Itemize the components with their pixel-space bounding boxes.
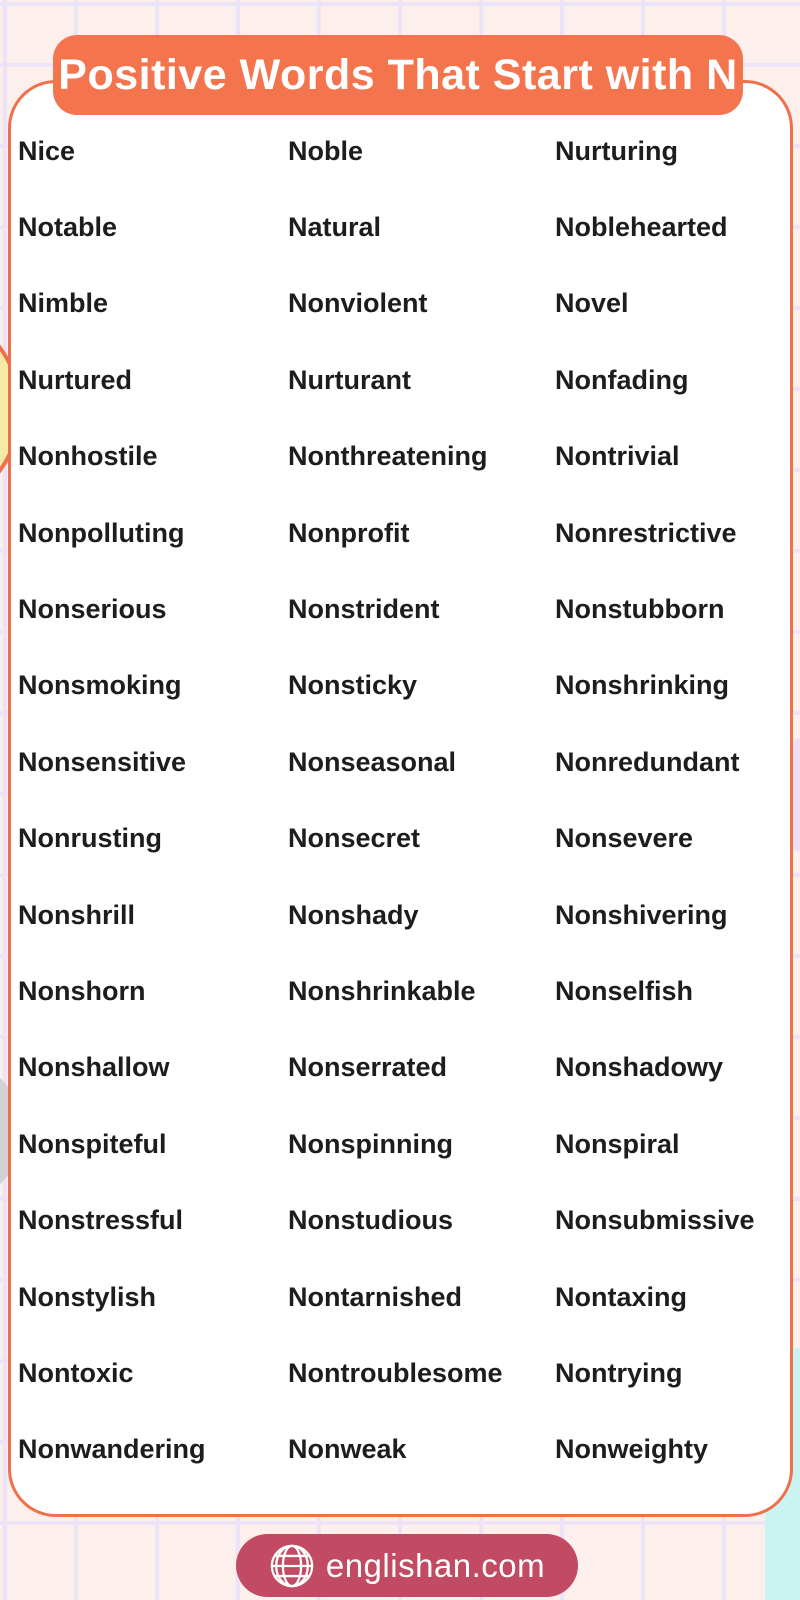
word-item: Nonprofit (288, 517, 410, 548)
word-item: Nonweak (288, 1434, 407, 1465)
word-list-card (8, 80, 793, 1517)
word-item: Nonseasonal (288, 746, 457, 777)
word-item: Nimble (18, 288, 109, 319)
word-item: Novel (555, 288, 629, 319)
word-item: Nonserrated (288, 1052, 448, 1083)
title-banner (53, 35, 743, 115)
word-item: Nonstubborn (555, 594, 725, 625)
word-item: Nontrying (555, 1357, 683, 1388)
word-item: Nonfading (555, 364, 689, 395)
word-item: Nonshrill (18, 899, 136, 930)
globe-icon (269, 1543, 315, 1589)
word-item: Nonpolluting (18, 517, 185, 548)
word-item: Nurturing (555, 135, 678, 166)
word-item: Noblehearted (555, 212, 728, 243)
word-item: Nonviolent (288, 288, 428, 319)
footer-site-label: englishan.com (325, 1546, 546, 1584)
word-item: Nontoxic (18, 1357, 134, 1388)
word-item: Nonredundant (555, 746, 740, 777)
word-item: Nonshrinking (555, 670, 729, 701)
word-item: Nonsevere (555, 823, 694, 854)
word-item: Nonsensitive (18, 746, 187, 777)
word-item: Nonshivering (555, 899, 728, 930)
page-title: Positive Words That Start with N (58, 50, 738, 99)
word-item: Nonstylish (18, 1281, 157, 1312)
word-item: Nonshady (288, 899, 419, 930)
word-item: Nontroublesome (288, 1357, 503, 1388)
word-item: Nurtured (18, 364, 132, 395)
word-item: Nonstressful (18, 1205, 184, 1236)
word-item: Nonshallow (18, 1052, 170, 1083)
word-item: Noble (288, 135, 364, 166)
word-grid (11, 113, 790, 1488)
word-item: Nonspiteful (18, 1128, 167, 1159)
word-item: Nonspinning (288, 1128, 453, 1159)
word-item: Nonsecret (288, 823, 421, 854)
word-item: Nonwandering (18, 1434, 206, 1465)
word-item: Nonshrinkable (288, 975, 476, 1006)
word-item: Nonsmoking (18, 670, 182, 701)
word-item: Nontarnished (288, 1281, 463, 1312)
footer-badge (236, 1534, 578, 1597)
word-item: Nurturant (288, 364, 411, 395)
word-item: Natural (288, 212, 382, 243)
word-item: Nonselfish (555, 975, 694, 1006)
word-item: Nonweighty (555, 1434, 708, 1465)
word-item: Nonrusting (18, 823, 162, 854)
word-item: Nonsticky (288, 670, 418, 701)
word-item: Nonserious (18, 594, 167, 625)
word-item: Nonshadowy (555, 1052, 724, 1083)
word-item: Notable (18, 212, 118, 243)
word-item: Nonstudious (288, 1205, 453, 1236)
word-item: Nonthreatening (288, 441, 488, 472)
word-item: Nonsubmissive (555, 1205, 755, 1236)
word-item: Nonrestrictive (555, 517, 737, 548)
word-item: Nontaxing (555, 1281, 687, 1312)
word-item: Nonshorn (18, 975, 146, 1006)
word-item: Nonhostile (18, 441, 158, 472)
word-item: Nontrivial (555, 441, 680, 472)
word-item: Nonstrident (288, 594, 440, 625)
word-item: Nonspiral (555, 1128, 680, 1159)
word-item: Nice (18, 135, 76, 166)
